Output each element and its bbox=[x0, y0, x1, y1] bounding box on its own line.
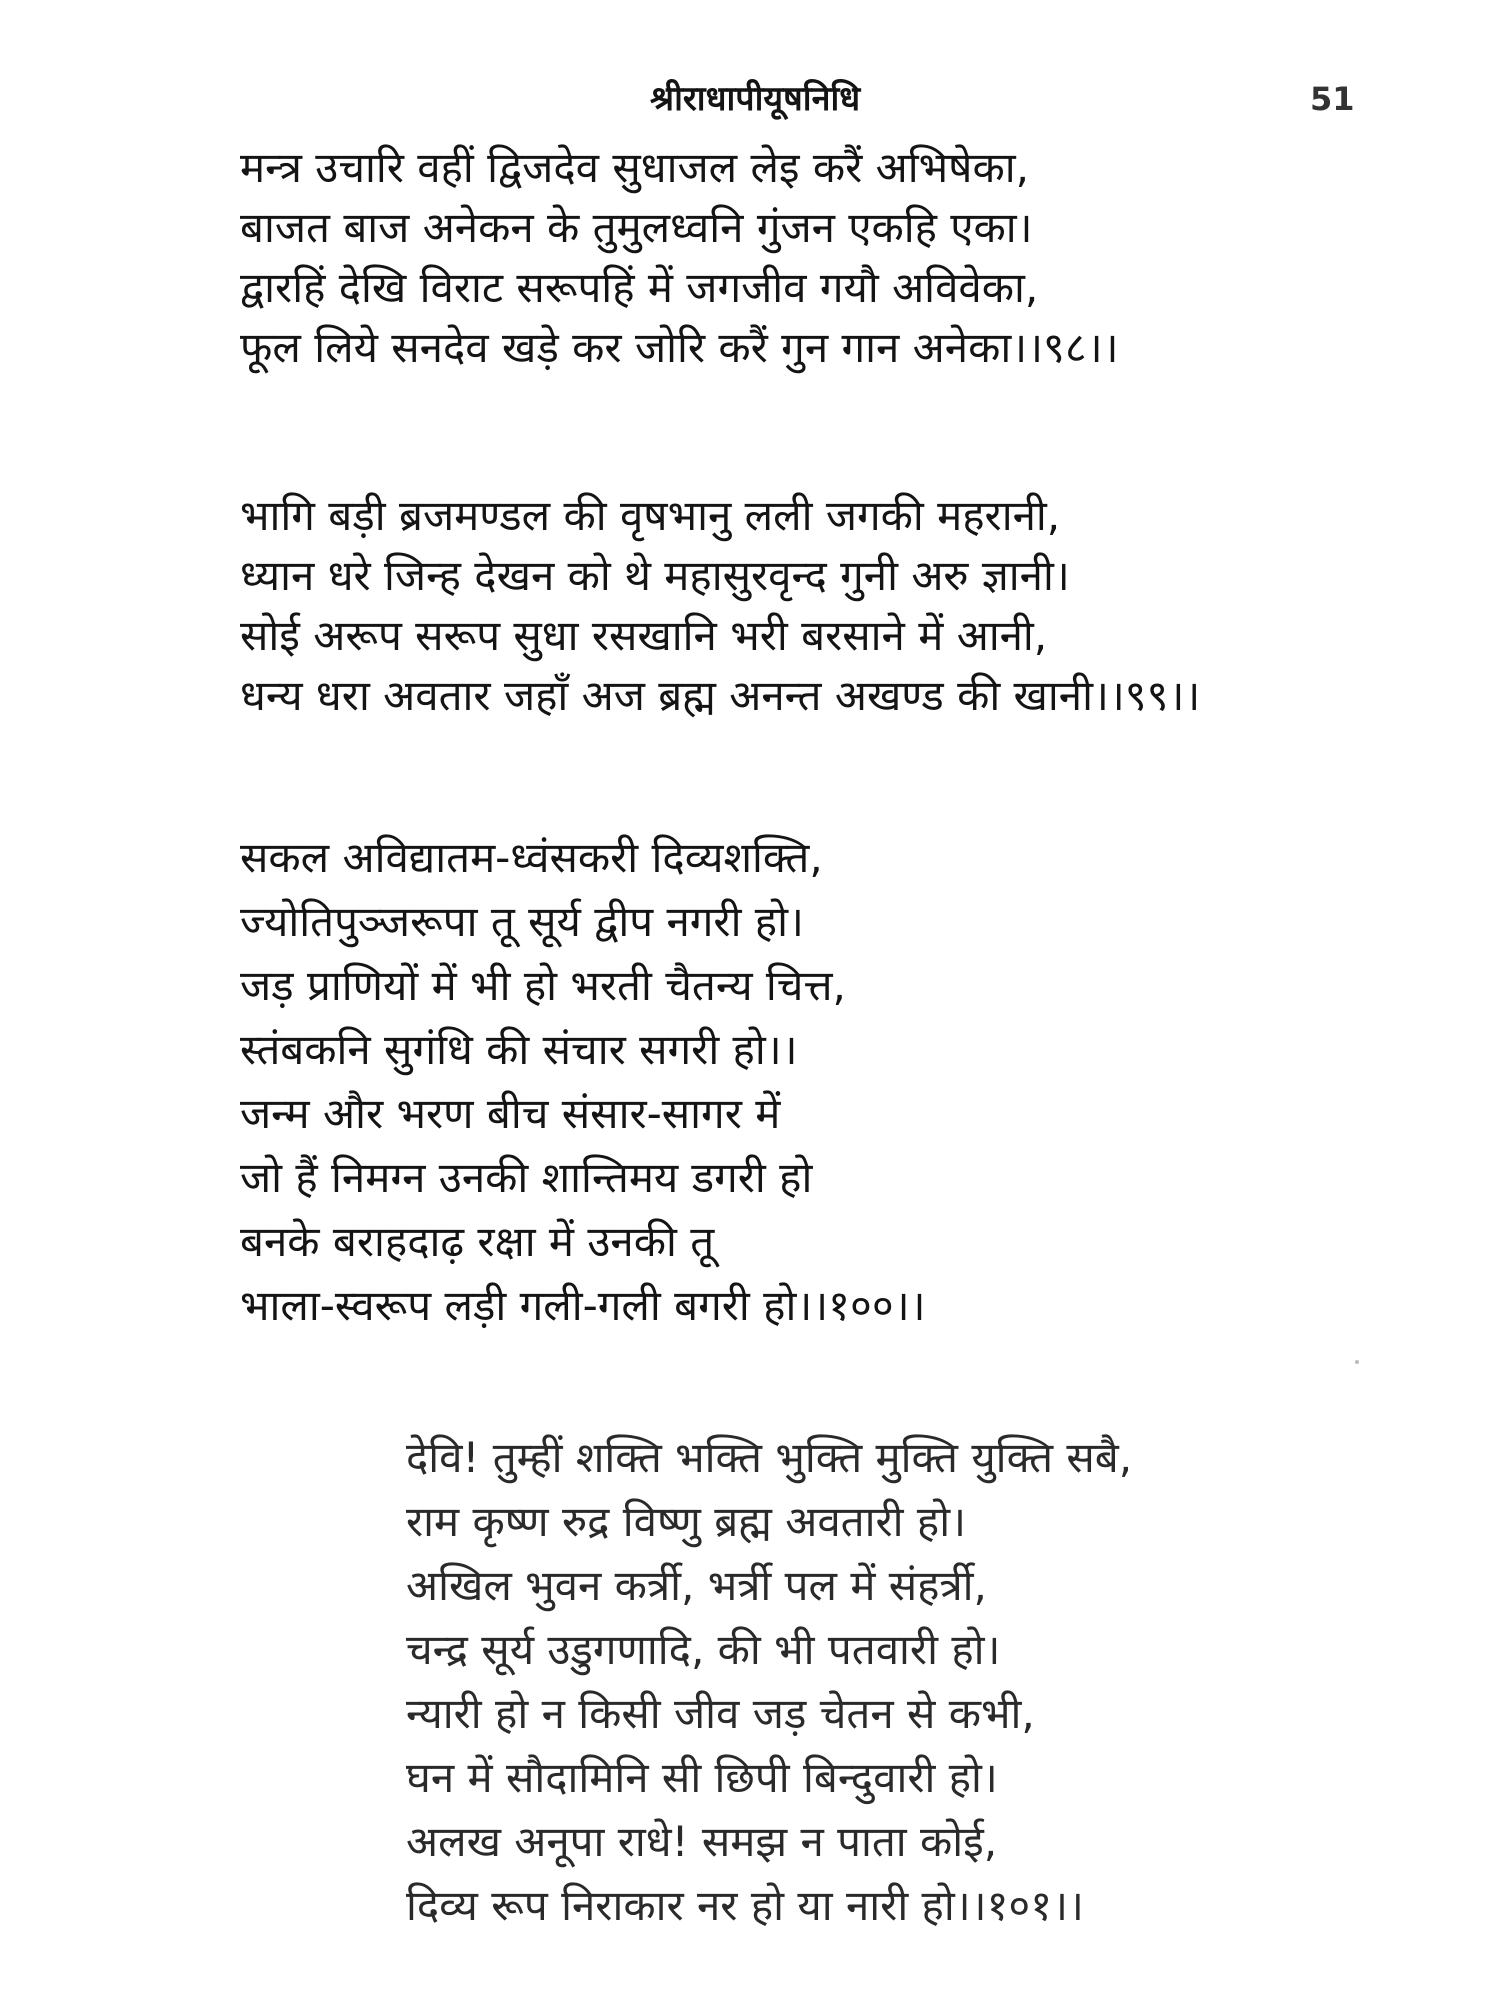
verse-line: चन्द्र सूर्य उडुगणादि, की भी पतवारी हो। bbox=[406, 1625, 1001, 1674]
verse-line: ध्यान धरे जिन्ह देखन को थे महासुरवृन्द गुनी अरु ज्ञानी। bbox=[240, 551, 1070, 600]
verse-line: द्वारहिं देखि विराट सरूपहिं में जगजीव गयौ अविवेका, bbox=[240, 263, 1039, 312]
verse-line: राम कृष्ण रुद्र विष्णु ब्रह्म अवतारी हो। bbox=[406, 1497, 966, 1546]
verse-line: दिव्य रूप निराकार नर हो या नारी हो।।१०१।। bbox=[406, 1881, 1084, 1930]
verse-line: अखिल भुवन कर्त्री, भर्त्री पल में संहर्त्री, bbox=[406, 1561, 987, 1610]
verse-line: भाला-स्वरूप लड़ी गली-गली बगरी हो।।१००।। bbox=[240, 1281, 926, 1330]
verse-line: अलख अनूपा राधे! समझ न पाता कोई, bbox=[406, 1817, 998, 1866]
verse-line: न्यारी हो न किसी जीव जड़ चेतन से कभी, bbox=[406, 1689, 1035, 1738]
verse-line: मन्त्र उचारि वहीं द्विजदेव सुधाजल लेइ करैं अभिषेका, bbox=[240, 143, 1029, 192]
verse-line: धन्य धरा अवतार जहाँ अज ब्रह्म अनन्त अखण्ड की खानी।।९९।। bbox=[240, 671, 1201, 720]
verse-line: जो हैं निमग्न उनकी शान्तिमय डगरी हो bbox=[240, 1153, 813, 1202]
verse-line: भागि बड़ी ब्रजमण्डल की वृषभानु लली जगकी महरानी, bbox=[240, 491, 1061, 540]
running-header-title: श्रीराधापीयूषनिधि bbox=[650, 79, 861, 119]
verse-line: ज्योतिपुञ्जरूपा तू सूर्य द्वीप नगरी हो। bbox=[240, 897, 804, 946]
verse-line: जन्म और भरण बीच संसार-सागर में bbox=[240, 1089, 781, 1138]
verse-stanza-101 bbox=[406, 1426, 1132, 1938]
verse-line: सोई अरूप सरूप सुधा रसखानि भरी बरसाने में आनी, bbox=[240, 611, 1048, 660]
print-speck bbox=[1355, 1360, 1359, 1364]
verse-line: फूल लिये सनदेव खड़े कर जोरि करैं गुन गान अनेका।।९८।। bbox=[240, 323, 1119, 372]
verse-line: बाजत बाज अनेकन के तुमुलध्वनि गुंजन एकहि एका। bbox=[240, 203, 1033, 252]
verse-stanza-99 bbox=[240, 486, 1200, 726]
verse-stanza-100 bbox=[240, 826, 926, 1338]
verse-line: बनके बराहदाढ़ रक्षा में उनकी तू bbox=[240, 1217, 715, 1266]
verse-line: सकल अविद्यातम-ध्वंसकरी दिव्यशक्ति, bbox=[240, 833, 823, 882]
verse-line: देवि! तुम्हीं शक्ति भक्ति भुक्ति मुक्ति युक्ति सबै, bbox=[406, 1433, 1133, 1482]
verse-stanza-98 bbox=[240, 138, 1119, 378]
verse-line: स्तंबकनि सुगंधि की संचार सगरी हो।। bbox=[240, 1025, 798, 1074]
page-number: 51 bbox=[1310, 80, 1355, 118]
verse-line: घन में सौदामिनि सी छिपी बिन्दुवारी हो। bbox=[406, 1753, 998, 1802]
verse-line: जड़ प्राणियों में भी हो भरती चैतन्य चित्त, bbox=[240, 961, 846, 1010]
